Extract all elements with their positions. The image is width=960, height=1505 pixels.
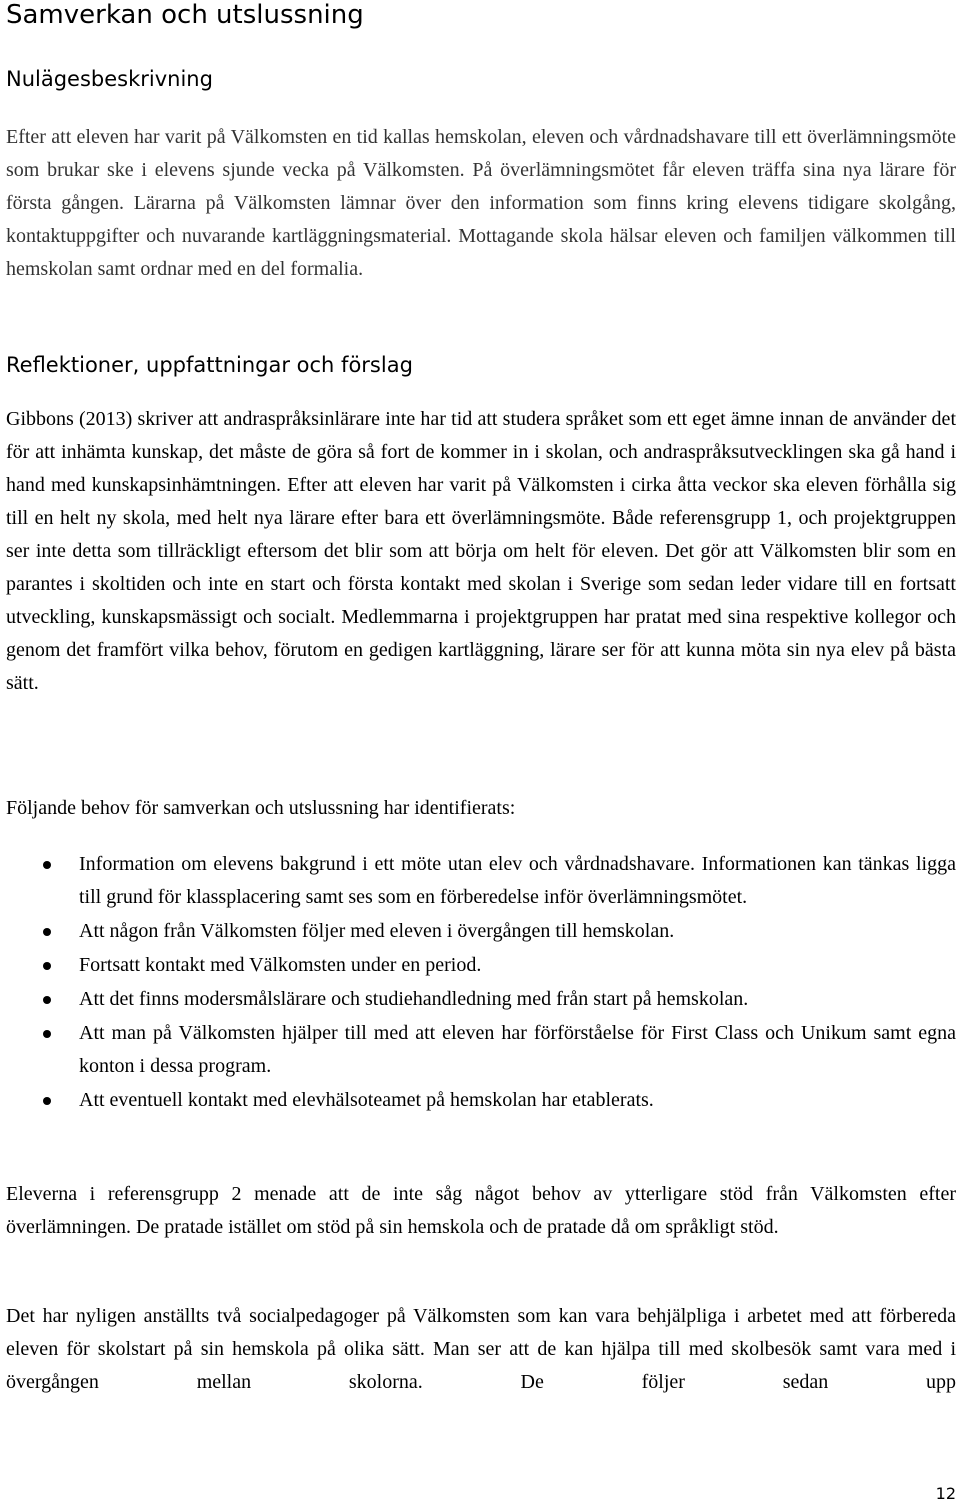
list-item (6, 1017, 956, 1083)
list-item (6, 848, 956, 914)
list-item-text: Fortsatt kontakt med Välkomsten under en period. (79, 954, 482, 976)
bullet-icon (43, 861, 51, 869)
bullet-icon (43, 996, 51, 1004)
list-item-text: Information om elevens bakgrund i ett möte utan elev och vårdnadshavare. Informationen kan tänkas ligga till grund för klassplacering samt ses som en förberedelse inför överlämningsmötet. (79, 853, 956, 908)
bullet-icon (43, 1030, 51, 1038)
list-intro: Följande behov för samverkan och utslussning har identifierats: (6, 797, 516, 819)
needs-list (6, 848, 956, 1118)
paragraph: Efter att eleven har varit på Välkomsten en tid kallas hemskolan, eleven och vårdnadshavare till ett överlämningsmöte som brukar ske i elevens sjunde vecka på Välkomsten. På överlämningsmötet får eleven träffa sina nya lärare för första gången. Lärarna på Välkomsten lämnar över den information som finns kring elevens tidigare skolgång, kontaktuppgifter och nuvarande kartläggningsmaterial. Mottagande skola hälsar eleven och familjen välkommen till hemskolan samt ordnar med en del formalia. (6, 126, 956, 280)
bullet-icon (43, 962, 51, 970)
page-number: 12 (935, 1484, 956, 1503)
list-item (6, 983, 956, 1016)
paragraph: Det har nyligen anställts två socialpedagoger på Välkomsten som kan vara behjälpliga i arbetet med att förbereda eleven för skolstart på sin hemskola på olika sätt. Man ser att de kan hjälpa till med skolbesök samt vara med i övergången mellan skolorna. De följer sedan upp (6, 1305, 956, 1393)
section-heading-reflektioner: Reflektioner, uppfattningar och förslag (6, 353, 413, 377)
bullet-icon (43, 928, 51, 936)
paragraph: Gibbons (2013) skriver att andraspråksinlärare inte har tid att studera språket som ett eget ämne innan de använder det för att inhämta kunskap, det måste de göra så fort de kommer in i skolan, och andraspråksutvecklingen ska gå hand i hand med kunskapsinhämtningen. Efter att eleven har varit på Välkomsten i cirka åtta veckor ska eleven förhålla sig till en helt ny skola, med helt nya lärare efter bara ett överlämningsmöte. Både referensgrupp 1, och projektgruppen ser inte detta som tillräckligt eftersom det blir som att börja om helt för eleven. Det gör att Välkomsten blir som en parantes i skoltiden och inte en start och första kontakt med skolan i Sverige som sedan leder vidare till en fortsatt utveckling, kunskapsmässigt och socialt. Medlemmarna i projektgruppen har pratat med sina respektive kollegor och genom det framfört vilka behov, förutom en gedigen kartläggning, lärare ser för att kunna möta sin nya elev på bästa sätt. (6, 408, 956, 694)
list-item-text: Att man på Välkomsten hjälper till med att eleven har förförståelse för First Class och Unikum samt egna konton i dessa program. (79, 1022, 956, 1077)
list-item-text: Att det finns modersmålslärare och studiehandledning med från start på hemskolan. (79, 988, 749, 1010)
bullet-icon (43, 1097, 51, 1105)
list-item (6, 915, 956, 948)
section-heading-nulagesbeskrivning: Nulägesbeskrivning (6, 67, 213, 91)
list-item-text: Att någon från Välkomsten följer med eleven i övergången till hemskolan. (79, 920, 675, 942)
paragraph: Eleverna i referensgrupp 2 menade att de inte såg något behov av ytterligare stöd från Välkomsten efter överlämningen. De pratade istället om stöd på sin hemskola och de pratade då om språkligt stöd. (6, 1183, 956, 1238)
list-item (6, 949, 956, 982)
page-title: Samverkan och utslussning (6, 0, 364, 30)
list-item (6, 1084, 956, 1117)
list-item-text: Att eventuell kontakt med elevhälsoteamet på hemskolan har etablerats. (79, 1089, 654, 1111)
